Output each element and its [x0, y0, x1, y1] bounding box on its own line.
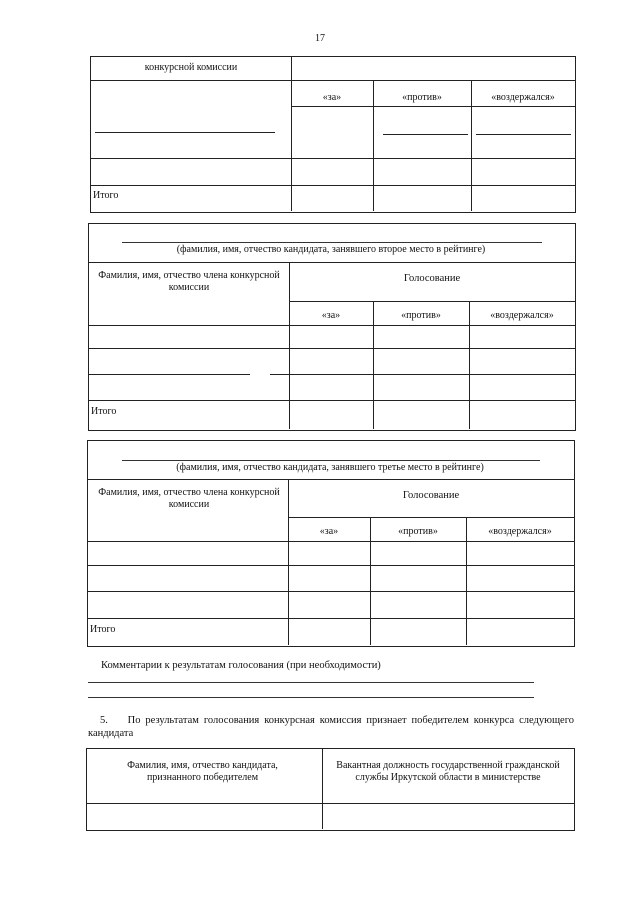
table-1-member-label: конкурсной комиссии	[144, 62, 238, 73]
section-5-number: 5.	[100, 715, 108, 726]
table-3-voting-header: Голосование	[402, 490, 460, 501]
table-1-col-for: «за»	[322, 92, 342, 103]
section-5-text: По результатам голосования конкурсная комиссия признает победителем конкурса следующего кандидата	[88, 715, 574, 739]
table-3-col-abstained: «воздержался»	[488, 526, 552, 537]
comments-line-1	[88, 682, 534, 683]
winner-col-candidate: Фамилия, имя, отчество кандидата, признанного победителем	[127, 760, 278, 783]
table-3-col-for: «за»	[319, 526, 339, 537]
comments-label: Комментарии к результатам голосования (при необходимости)	[101, 660, 381, 671]
table-3-col-against: «против»	[398, 526, 438, 537]
table-1-total: Итого	[93, 190, 119, 201]
page-number: 17	[315, 33, 325, 44]
table-2-col-for: «за»	[321, 310, 341, 321]
winner-col-position: Вакантная должность государственной гражданской службы Иркутской области в министерстве	[336, 760, 560, 783]
table-3-total: Итого	[90, 624, 116, 635]
table-1-col-abstained: «воздержался»	[491, 92, 555, 103]
table-1-col-against: «против»	[402, 92, 442, 103]
table-2-col-abstained: «воздержался»	[490, 310, 554, 321]
table-2-member-header: Фамилия, имя, отчество члена конкурсной комиссии	[98, 270, 280, 293]
comments-line-2	[88, 697, 534, 698]
table-3-caption: (фамилия, имя, отчество кандидата, занявшего третье место в рейтинге)	[176, 462, 484, 473]
table-2-caption: (фамилия, имя, отчество кандидата, занявшего второе место в рейтинге)	[176, 244, 486, 255]
section-5	[88, 714, 574, 740]
table-2-voting-header: Голосование	[403, 273, 461, 284]
table-2-total: Итого	[91, 406, 117, 417]
table-3-member-header: Фамилия, имя, отчество члена конкурсной комиссии	[98, 487, 280, 510]
table-2-col-against: «против»	[401, 310, 441, 321]
